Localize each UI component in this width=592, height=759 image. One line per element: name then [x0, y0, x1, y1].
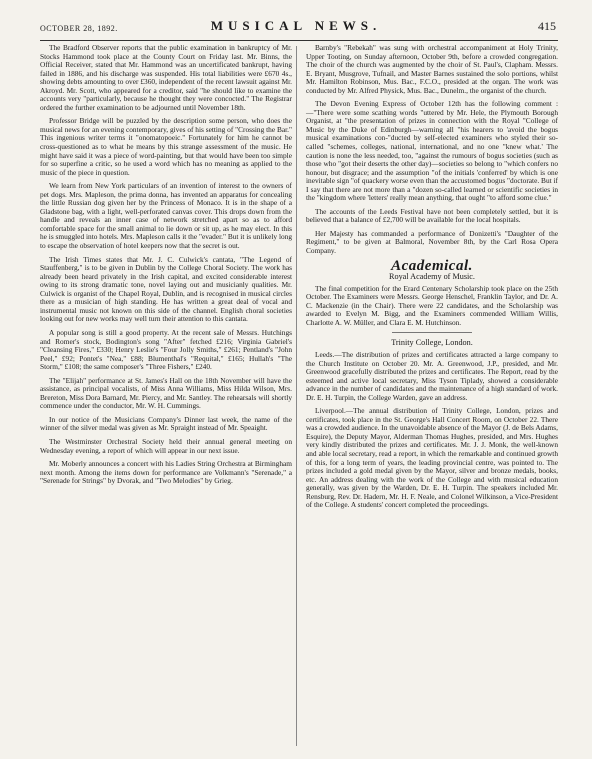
subheading: Trinity College, London.	[391, 338, 473, 348]
subheading: Royal Academy of Music.	[389, 272, 475, 282]
separator-rule	[392, 332, 472, 333]
article-paragraph: The Bradford Observer reports that the public examination in bankruptcy of Mr. Stocks Hammond took place at the County Court on Friday last. Mr. Binns, the Official Receiver, stated that Mr. Hammond was an uncertificated bankrupt, having failed in 1886, and his discharge was suspended. His total liabilities were £670 4s., showing debts amounting to over £360, independent of the recent lawsuit against Mr. Akroyd. Mr. Scott, who appeared for a creditor, said "he should like to examine the accounts very "particularly, because he thought they were concocted." The Registrar ordered the further examination to be adjourned until November 18th.	[40, 43, 292, 112]
article-paragraph: Liverpool.—The annual distribution of Trinity College, London, prizes and certificates, took place in the St. George's Hall Concert Room, on October 22. There was a crowded audience. In the unavoidable absence of the Mayor (J. de Bels Adams, Esquire), the Deputy Mayor, Alderman Thomas Hughes, presided, and Mrs. Hughes very kindly distributed the prizes and certificates. Mr. J. J. Monk, the well-known and able local secretary, read a report, in which the remarkable and continued growth of this, for a long term of years, the leading provincial centre, was pointed to. The prizes included a gold medal given by the Mayor, silver and bronze medals, books, etc. An address dealing with the work of the College and with musical education generally, was given by the Warden, Dr. E. H. Turpin. The speakers included Mr. Rensburg, Rev. Dr. Hadern, Mr. H. F. Neale, and Colonel Wilkinson, a Vice-President of the College. A students' concert completed the proceedings.	[306, 406, 558, 510]
right-column	[306, 44, 558, 515]
section-heading: Academical.	[391, 257, 473, 274]
article-paragraph: The Westminster Orchestral Society held their annual general meeting on Wednesday evening, a report of which will appear in our next issue.	[40, 436, 292, 455]
article-paragraph: Mr. Moberly announces a concert with his Ladies String Orchestra at Birmingham next month. Among the items down for performance are Volkmann's "Serenade," a "Serenade for Strings" by Dvorak, and "Two Melodies" by Grieg.	[40, 459, 292, 486]
article-paragraph: The final competition for the Erard Centenary Scholarship took place on the 25th October. The Examiners were Messrs. George Henschel, Franklin Taylor, and Dr. A. C. Mackenzie (in the Chair). There were 22 candidates, and the Scholarship was awarded to Evelyn M. Bigg, and the Examiners commended William Willis, Charlotte A. W. Müller, and Clara E. M. Hutchinson.	[306, 283, 558, 327]
header-rule	[40, 40, 558, 41]
article-paragraph: In our notice of the Musicians Company's Dinner last week, the name of the winner of the silver medal was given as Mr. Spraight instead of Mr. Speaight.	[40, 414, 292, 433]
article-paragraph: We learn from New York particulars of an invention of interest to the owners of pet dogs. Mrs. Mapleson, the prima donna, has invented an apparatus for concealing the little Russian dog given her by the Princess of Monaco. It is in the shape of a Gladstone bag, with a light, well-perforated canvas cover. This drops down from the handle and reveals an inner case of network stretched apart so as to afford comfortable space for the small animal to lie down or sit up, as he may elect. In this he is smuggled into hotels. Mrs. Mapleson calls it the "evader." But it is unlikely long to escape the observation of hotel keepers now that the secret is out.	[40, 181, 292, 251]
article-paragraph: A popular song is still a good property. At the recent sale of Messrs. Hutchings and Romer's stock, Bodington's song "After" fetched £216; Virginia Gabriel's "Cleansing Fires," £330; Henry Leslie's "Four Jolly Smiths," £261; Pentland's "John Peel," £92; Pontet's "Nea," £88; Blumenthal's "Requital," £165; Hullah's "The Storm," £108; the same composer's "Three Fishers," £240.	[40, 327, 292, 372]
column-divider	[296, 46, 297, 746]
article-paragraph: Professor Bridge will be puzzled by the description some person, who does the musical news for an evening contemporary, gives of his setting of "Crossing the Bar." This ingenious writer terms it "onomatopoeic." Fortunately for him he cannot be cross-questioned as to what he means by this strange assessment of the music. He might have said it was a piece of word-painting, but that would have been too simple for so superfine a critic, so he used a word which has no meaning as applied to the music of the piece in question.	[40, 116, 292, 177]
article-paragraph: The "Elijah" performance at St. James's Hall on the 18th November will have the assistance, as principal vocalists, of Miss Anna Williams, Miss Hilda Wilson, Mrs. Brereton, Miss Dora Barnard, Mr. Piercy, and Mr. Santley. The rehearsals will shortly commence under the conductor, Mr. W. H. Cummings.	[40, 375, 292, 411]
page-header	[0, 0, 592, 42]
article-paragraph: Barnby's "Rebekah" was sung with orchestral accompaniment at Holy Trinity, Upper Tooting, on Sunday afternoon, October 9th, before a crowded congregation. The choir of the church was augmented by the choir of St. Paul's, Clapham. Messrs. E. Bryant, Musgrove, Tufnail, and Master Barnes sustained the solo portions, whilst Mr. Hamilton Robinson, Mus. Bac., F.C.O., presided at the organ. The work was conducted by Mr. Alfred Physick, Mus. Bac., Dunelm., the organist of the church.	[306, 43, 558, 95]
page-number: 415	[538, 19, 556, 33]
left-column	[40, 44, 292, 491]
article-paragraph: Her Majesty has commanded a performance of Donizetti's "Daughter of the Regiment," to be given at Balmoral, November 8th, by the Carl Rosa Opera Company.	[306, 228, 558, 256]
article-paragraph: Leeds.—The distribution of prizes and certificates attracted a large company to the Church Institute on October 20. Mr. A. Greenwood, J.P., presided, and Mr. Greenwood gracefully distributed the prizes and certificates. The Report, read by the esteemed and active local secretary, Miss Tyson Tiplady, showed a considerable advance in the number of candidates and the maintenance of a high standard of work. Dr. E. H. Turpin, the College Warden, gave an address.	[306, 349, 558, 402]
article-paragraph: The Irish Times states that Mr. J. C. Culwick's cantata, "The Legend of Stauffenberg," is to be given in Dublin by the College Choral Society. The work has already been heard privately in the Irish capital, and excited considerable interest owing to its strong dramatic tone, novel laying out and musicianly qualities. Mr. Culwick is organist of the Chapel Royal, Dublin, and is recognised in musical circles there as a musician of high standing. He has written a great deal of vocal and instrumental music not known on this side of the channel. English choral societies looking out for new works may well turn their attention to this cantata.	[40, 254, 292, 324]
masthead-title: MUSICAL NEWS.	[210, 18, 382, 33]
article-paragraph: The accounts of the Leeds Festival have not been completely settled, but it is believed that a balance of £2,700 will be available for the local hospitals.	[306, 206, 558, 225]
issue-date: OCTOBER 28, 1892.	[40, 24, 118, 33]
article-paragraph: The Devon Evening Express of October 12th has the following comment :—"There were some scathing words "uttered by Mr. Hele, the Plymouth Borough Organist, at "the presentation of prizes in connection with the Royal "College of Music by the Duke of Edinburgh—warning all "his hearers to 'avoid the bogus musical examinations con-"ducted by self-elected examiners who styled their so-called "schemes, colleges, national, international, and no one "knew what.' The caution is none the less needed, too, "against the rumours of bogus societies (such as those who "got their deserts the other day)—societies so belong to "which confers no honour, but disgrace; and the assumption "of the initials 'conferred' by which is one inevitable sign "of quackery worse even than the accustomed bogus "doctorate. But if I say that there are not more than a "dozen so-called learned or scientific societies in the "kingdom where 'letters' really mean anything, that ought "to afford some clue."	[306, 99, 558, 203]
